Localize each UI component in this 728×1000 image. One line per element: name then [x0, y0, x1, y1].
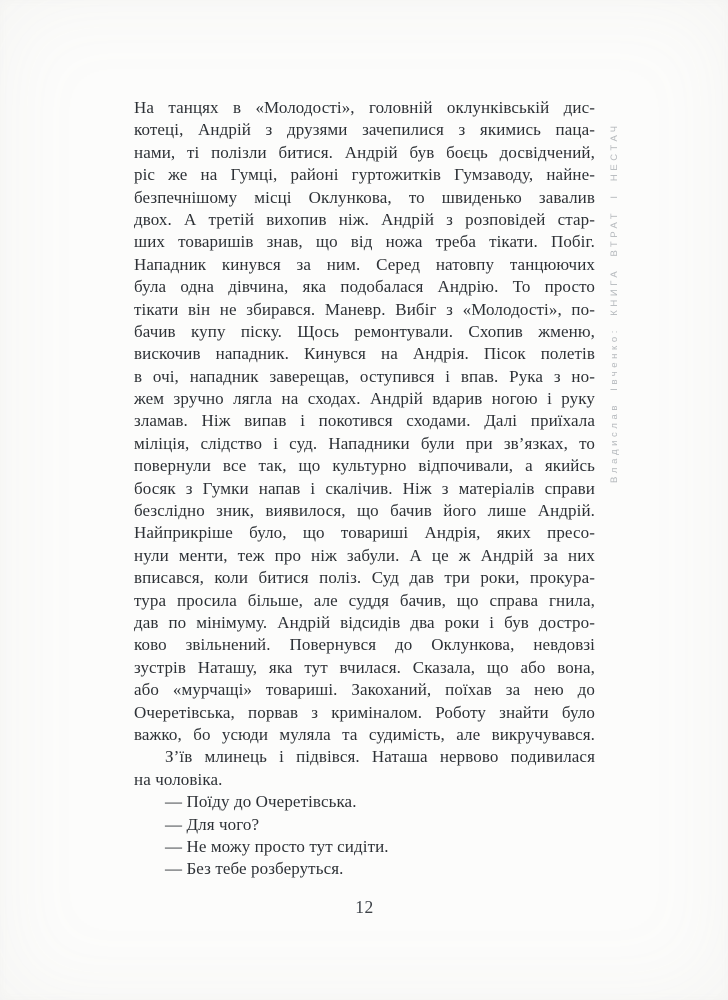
text-line: безпечнішому місці Оклункова, то швиденько завалив: [134, 187, 595, 207]
text-line: нами, ті полізли битися. Андрій був боєць досвідчений,: [134, 142, 595, 162]
text-line: зустрів Наташу, яка тут вчилася. Сказала, що або вона,: [134, 657, 595, 677]
text-line: бачив купу піску. Щось ремонтували. Схопив жменю,: [134, 321, 595, 341]
text-line: ріс же на Гумці, районі гуртожитків Гумзаводу, найне-: [134, 165, 595, 185]
text-line: ково звільнений. Повернувся до Оклункова, невдовзі: [134, 635, 595, 655]
text-line: на чоловіка.: [134, 769, 223, 789]
text-line: вписався, коли битися поліз. Суд дав три роки, прокура-: [134, 568, 595, 588]
text-line: нули менти, теж про ніж забули. А це ж Андрій за них: [134, 545, 595, 565]
text-line: Очеретівська, порвав з криміналом. Роботу знайти було: [134, 702, 595, 722]
text-line: тікати він не збирався. Маневр. Вибіг з «Молодості», по-: [134, 299, 595, 319]
text-line: Нападник кинувся за ним. Серед натовпу танцюючих: [134, 254, 595, 274]
text-line: З’їв млинець і підвівся. Наташа нервово подивилася: [165, 747, 595, 767]
text-line: міліція, слідство і суд. Нападники були при зв’язках, то: [134, 433, 595, 453]
text-line: зламав. Ніж випав і покотився сходами. Далі приїхала: [134, 411, 595, 431]
text-line: котеці, Андрій з друзями зачепилися з якимись паца-: [134, 120, 595, 140]
margin-running-title: Владислав Івченко: КНИГА ВТРАТ І НЕСТАЧ: [609, 122, 620, 483]
text-line: — Поїду до Очеретівська.: [165, 792, 357, 812]
text-line: босяк з Гумки напав і скалічив. Ніж з матеріалів справи: [134, 478, 595, 498]
page-number: 12: [355, 897, 374, 917]
text-line: Найприкріше було, що товариші Андрія, яких пресо-: [134, 523, 595, 543]
text-line: була одна дівчина, яка подобалася Андрію. То просто: [134, 277, 595, 297]
text-line: дав по мінімуму. Андрій відсидів два роки і був достро-: [134, 612, 595, 632]
text-line: тура просила більше, але суддя бачив, що справа гнила,: [134, 590, 595, 610]
text-line: повернули все так, що культурно відпочивали, а якийсь: [134, 456, 595, 476]
text-line: важко, бо усюди муляла та судимість, але викручувався.: [134, 724, 595, 744]
body-text: [134, 97, 595, 881]
text-line: двох. А третій вихопив ніж. Андрій з розповідей стар-: [134, 209, 595, 229]
text-line: — Не можу просто тут сидіти.: [165, 836, 389, 856]
text-line: в очі, нападник заверещав, оступився і впав. Рука з но-: [134, 366, 595, 386]
text-line: вискочив нападник. Кинувся на Андрія. Пісок полетів: [134, 344, 595, 364]
text-line: або «мурчащі» товариші. Закоханий, поїхав за нею до: [134, 680, 595, 700]
text-line: На танцях в «Молодості», головній оклунківській дис-: [134, 98, 595, 117]
text-line: — Без тебе розберуться.: [165, 859, 344, 879]
text-line: — Для чого?: [165, 814, 260, 834]
text-line: безслідно зник, виявилося, що бачив його лише Андрій.: [134, 501, 595, 521]
text-line: жем зручно лягла на сходах. Андрій вдарив ногою і руку: [134, 389, 595, 409]
text-line: ших товаришів знав, що від ножа треба тікати. Побіг.: [134, 232, 595, 252]
